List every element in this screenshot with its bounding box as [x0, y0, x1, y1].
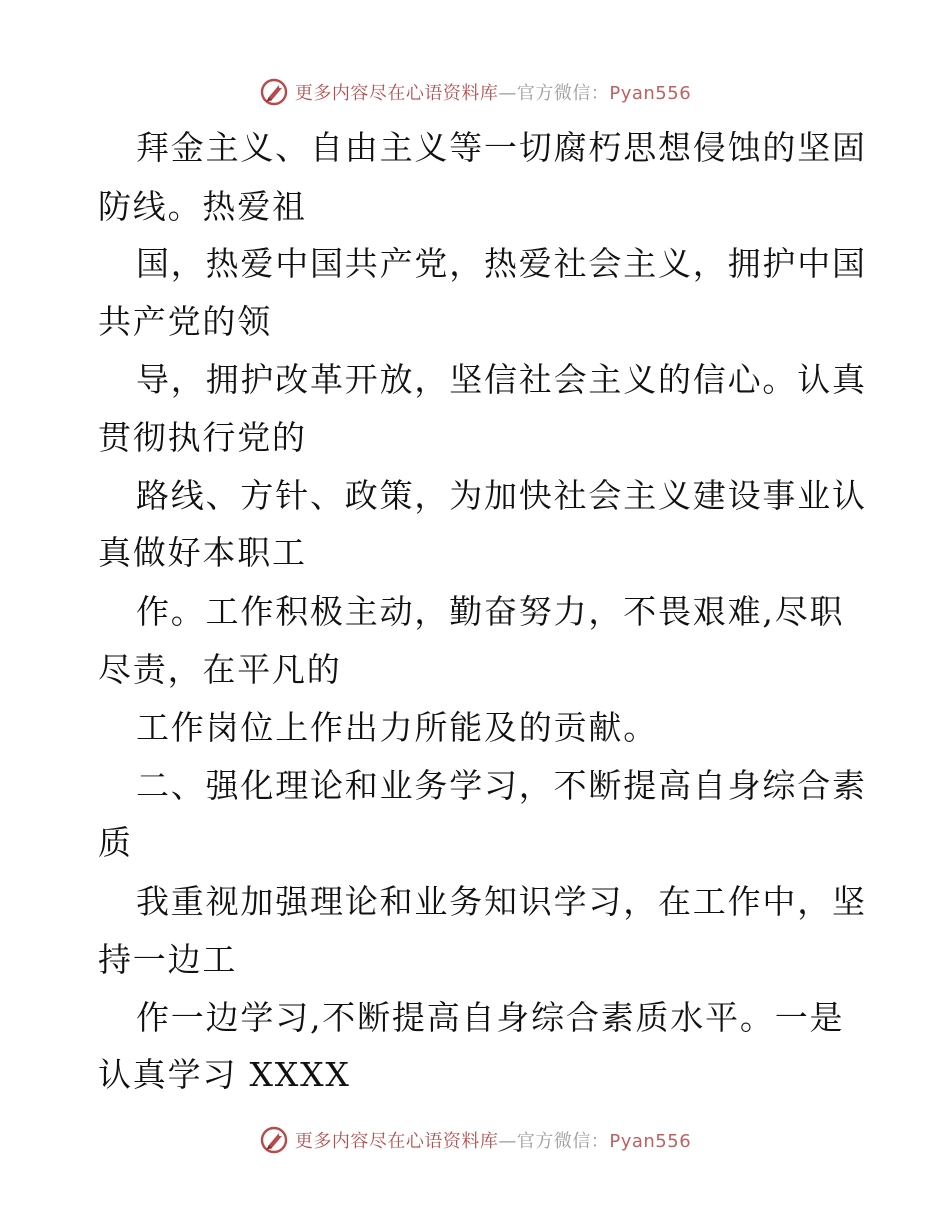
footer-banner-rest: —官方微信：	[498, 1131, 610, 1152]
text-line: 质	[98, 823, 133, 862]
text-line: 拜金主义、自由主义等一切腐朽思想侵蚀的坚固	[136, 128, 867, 167]
text-line: 工作岗位上作出力所能及的贡献。	[136, 708, 658, 747]
footer-banner-text	[295, 1127, 691, 1153]
header-banner-text	[295, 79, 691, 105]
header-banner-id: Pyan556	[609, 83, 692, 104]
footer-banner	[0, 1120, 950, 1160]
pen-nib-icon	[259, 1125, 289, 1155]
text-line: 作一边学习,不断提高自身综合素质水平。一是	[136, 998, 845, 1037]
text-line: 路线、方针、政策，为加快社会主义建设事业认	[136, 476, 867, 515]
text-line: 尽责，在平凡的	[98, 650, 342, 689]
text-line: 贯彻执行党的	[98, 418, 307, 457]
text-line: 共产党的领	[98, 302, 272, 341]
text-line: 防线。热爱祖	[98, 187, 307, 226]
text-line: 导，拥护改革开放，坚信社会主义的信心。认真	[136, 360, 867, 399]
footer-banner-main: 更多内容尽在心语资料库	[294, 1131, 499, 1152]
pen-nib-icon	[259, 77, 289, 107]
text-line: 我重视加强理论和业务知识学习，在工作中，坚	[136, 882, 867, 921]
text-line: 国，热爱中国共产党，热爱社会主义，拥护中国	[136, 244, 867, 283]
text-line: 认真学习 XXXX	[98, 1055, 351, 1094]
text-line: 二、强化理论和业务学习，不断提高自身综合素	[136, 766, 867, 805]
text-line: 持一边工	[98, 940, 238, 979]
header-banner	[0, 72, 950, 112]
header-banner-main: 更多内容尽在心语资料库	[294, 83, 499, 104]
text-line: 真做好本职工	[98, 533, 307, 572]
text-line: 作。工作积极主动，勤奋努力，不畏艰难,尽职	[136, 592, 845, 631]
header-banner-rest: —官方微信：	[498, 83, 610, 104]
footer-banner-id: Pyan556	[609, 1131, 692, 1152]
